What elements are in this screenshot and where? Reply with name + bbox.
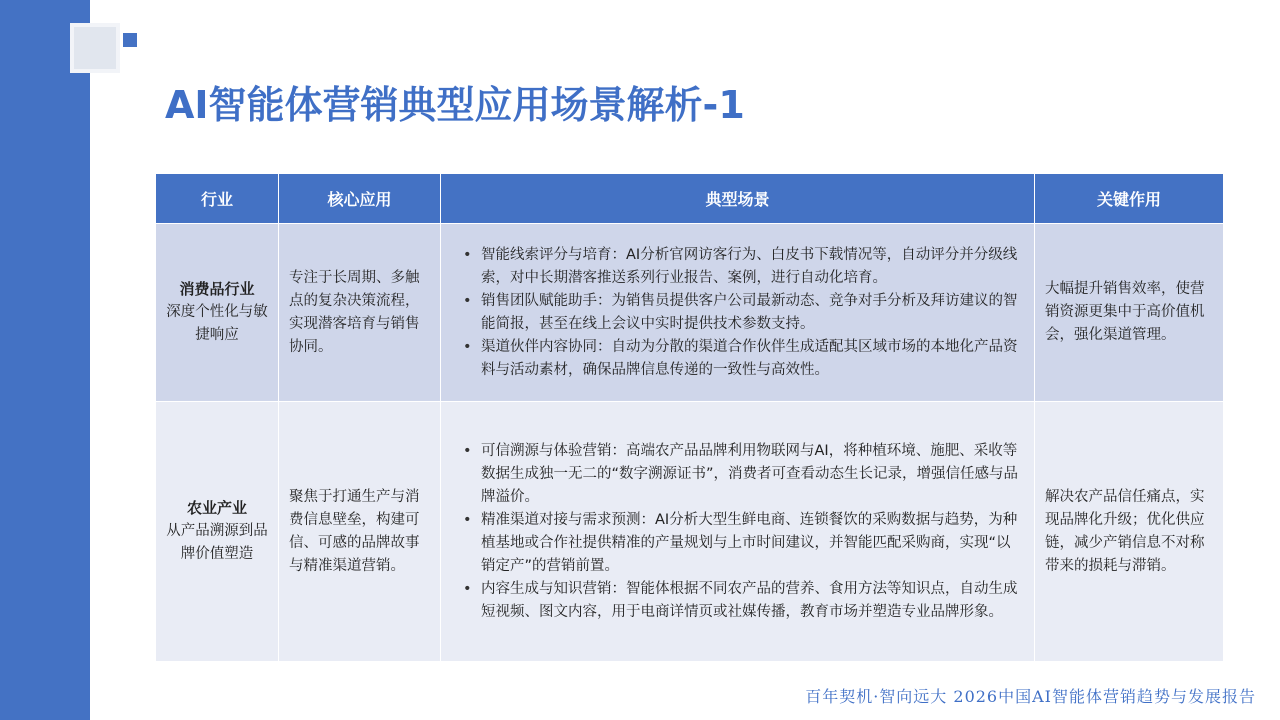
page-title: AI智能体营销典型应用场景解析-1 — [165, 83, 745, 127]
decorative-small-square — [123, 33, 137, 47]
scenario-item: • 销售团队赋能助手：为销售员提供客户公司最新动态、竞争对手分析及拜访建议的智能简报，甚至在线上会议中实时提供技术参数支持。 — [455, 290, 1024, 336]
core-application-cell: 聚焦于打通生产与消费信息壁垒，构建可信、可感的品牌故事与精准渠道营销。 — [279, 402, 441, 662]
key-effect-cell: 大幅提升销售效率，使营销资源更集中于高价值机会，强化渠道管理。 — [1035, 224, 1224, 402]
key-effect-cell: 解决农产品信任痛点，实现品牌化升级；优化供应链，减少产销信息不对称带来的损耗与滞销。 — [1035, 402, 1224, 662]
scenario-item: • 智能线索评分与培育：AI分析官网访客行为、白皮书下载情况等，自动评分并分级线索，对中长期潜客推送系列行业报告、案例，进行自动化培育。 — [455, 244, 1024, 290]
scenario-table — [155, 173, 1224, 662]
header-industry: 行业 — [156, 174, 279, 224]
header-core-application: 核心应用 — [279, 174, 441, 224]
industry-subtitle: 深度个性化与敏捷响应 — [166, 304, 268, 343]
table-header-row — [156, 174, 1224, 224]
scenario-item: • 渠道伙伴内容协同：自动为分散的渠道合作伙伴生成适配其区域市场的本地化产品资料与活动素材，确保品牌信息传递的一致性与高效性。 — [455, 336, 1024, 382]
header-typical-scenario: 典型场景 — [441, 174, 1035, 224]
scenario-cell — [441, 402, 1035, 662]
industry-cell — [156, 224, 279, 402]
industry-subtitle: 从产品溯源到品牌价值塑造 — [166, 523, 268, 562]
industry-name: 消费品行业 — [179, 280, 255, 298]
scenario-item: • 内容生成与知识营销：智能体根据不同农产品的营养、食用方法等知识点，自动生成短视频、图文内容，用于电商详情页或社媒传播，教育市场并塑造专业品牌形象。 — [455, 578, 1024, 624]
table-row — [156, 402, 1224, 662]
core-application-cell: 专注于长周期、多触点的复杂决策流程，实现潜客培育与销售协同。 — [279, 224, 441, 402]
scenario-item: • 可信溯源与体验营销：高端农产品品牌利用物联网与AI，将种植环境、施肥、采收等数据生成独一无二的“数字溯源证书”，消费者可查看动态生长记录，增强信任感与品牌溢价。 — [455, 440, 1024, 509]
scenario-item: • 精准渠道对接与需求预测：AI分析大型生鲜电商、连锁餐饮的采购数据与趋势，为种植基地或合作社提供精准的产量规划与上市时间建议，并智能匹配采购商，实现“以销定产”的营销前置。 — [455, 509, 1024, 578]
table-row — [156, 224, 1224, 402]
scenario-cell — [441, 224, 1035, 402]
footer-report-title: 百年契机·智向远大 2026中国AI智能体营销趋势与发展报告 — [805, 687, 1256, 706]
left-accent-bar — [0, 0, 90, 720]
industry-name: 农业产业 — [186, 499, 247, 517]
header-key-effect: 关键作用 — [1035, 174, 1224, 224]
industry-cell — [156, 402, 279, 662]
decorative-square — [70, 23, 120, 73]
